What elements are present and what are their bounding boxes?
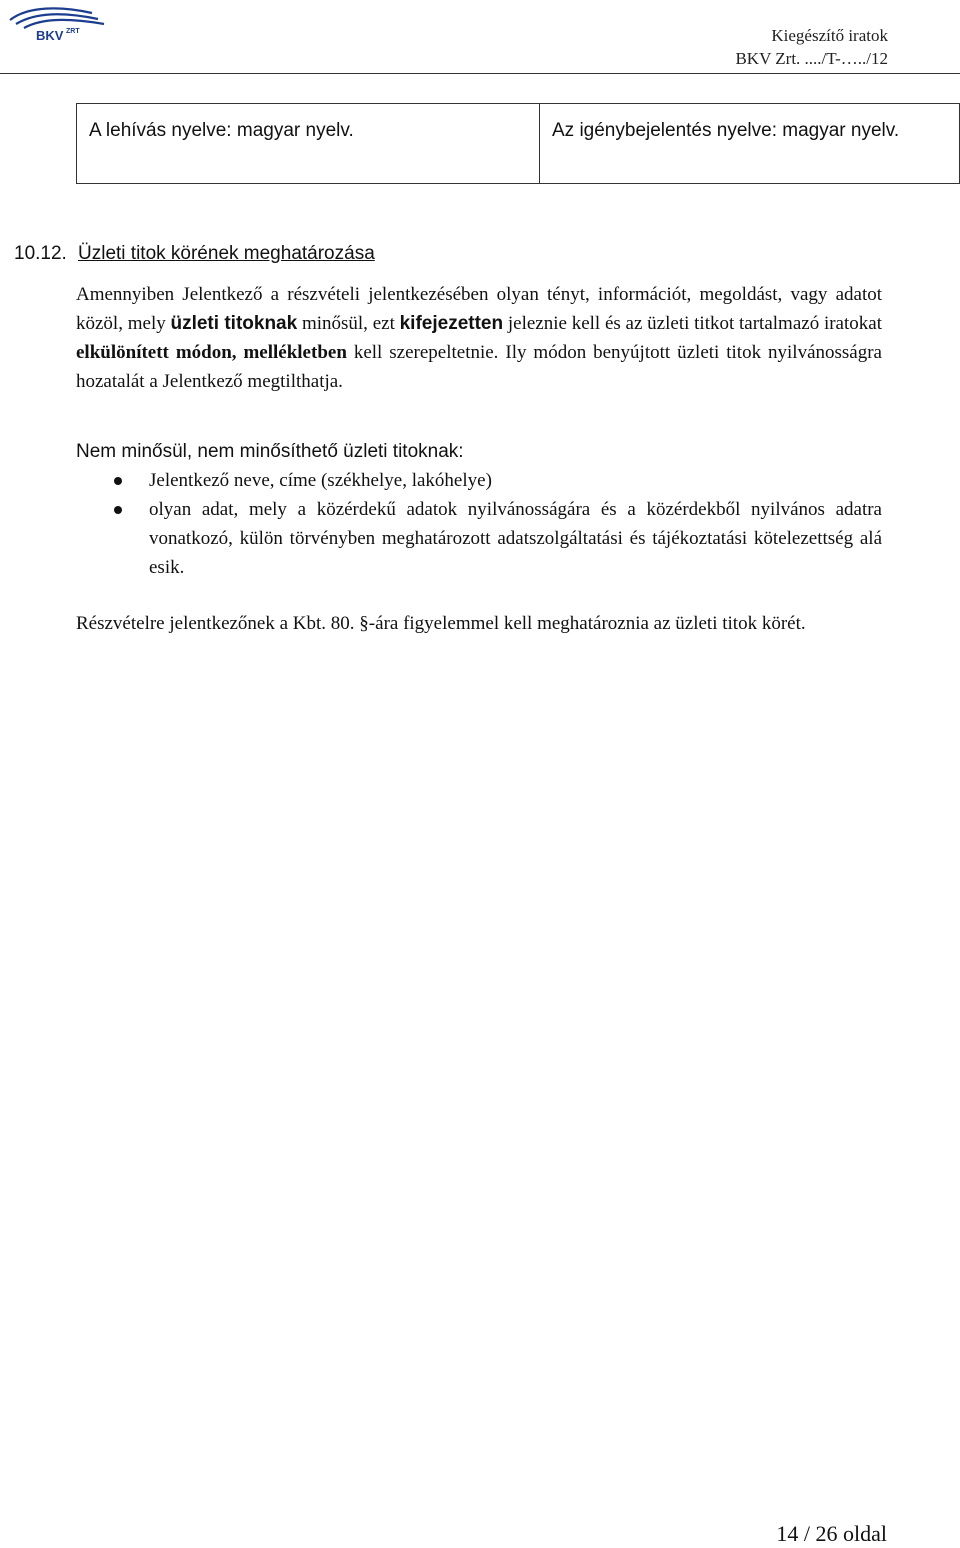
- paragraph-text: minősül, ezt: [297, 313, 400, 334]
- emphasis-explicitly: kifejezetten: [399, 313, 504, 334]
- section-number: 10.12.: [14, 243, 67, 264]
- list-item: [76, 466, 882, 495]
- call-language-cell: A lehívás nyelve: magyar nyelv.: [77, 104, 540, 184]
- header-divider: [0, 73, 960, 74]
- paragraph-text: kell szerepeltetnie. Ily módon benyújtott üzleti titok nyilvánosságra hozatalát a Jelentkező megtilthatja.: [76, 342, 882, 392]
- document-type: Kiegészítő iratok: [771, 26, 888, 45]
- exclusions-lead: Nem minősül, nem minősíthető üzleti titoknak:: [76, 441, 464, 462]
- trade-secret-paragraph: [76, 280, 882, 396]
- document-reference: BKV Zrt. ..../T-…../12: [735, 49, 888, 68]
- claim-language-cell: Az igénybejelentés nyelve: magyar nyelv.: [540, 104, 960, 184]
- paragraph-text: jeleznie kell és az üzleti titkot tartalmazó iratokat: [503, 313, 882, 334]
- closing-paragraph: Részvételre jelentkezőnek a Kbt. 80. §-ára figyelemmel kell meghatároznia az üzleti titok körét.: [76, 613, 806, 634]
- language-table: [76, 103, 960, 184]
- emphasis-trade-secret: üzleti titoknak: [170, 313, 298, 334]
- exclusions-list: [76, 466, 882, 582]
- section-title: Üzleti titok körének meghatározása: [78, 243, 375, 264]
- list-item-text: olyan adat, mely a közérdekű adatok nyilvánosságára és a közérdekből nyilvános adatra vonatkozó, külön törvényben meghatározott adatszolgáltatási és tájékoztatási kötelezettség alá esik.: [149, 499, 882, 578]
- bullet-icon: [114, 477, 122, 485]
- bkv-logo: [6, 4, 110, 42]
- bullet-icon: [114, 506, 122, 514]
- section-heading: [14, 240, 375, 268]
- emphasis-separately: elkülönített módon, mellékletben: [76, 342, 347, 363]
- paragraph-text: Amennyiben Jelentkező a részvételi jelentkezésében olyan tényt, információt, megoldást, vagy adatot közöl, mely: [76, 284, 882, 334]
- list-item: [76, 495, 882, 582]
- svg-text:BKV: BKV: [36, 28, 64, 42]
- list-item-text: Jelentkező neve, címe (székhelye, lakóhelye): [149, 470, 492, 491]
- svg-text:ZRT: ZRT: [66, 28, 80, 35]
- page-number: 14 / 26 oldal: [776, 1521, 887, 1546]
- document-header: [735, 24, 888, 70]
